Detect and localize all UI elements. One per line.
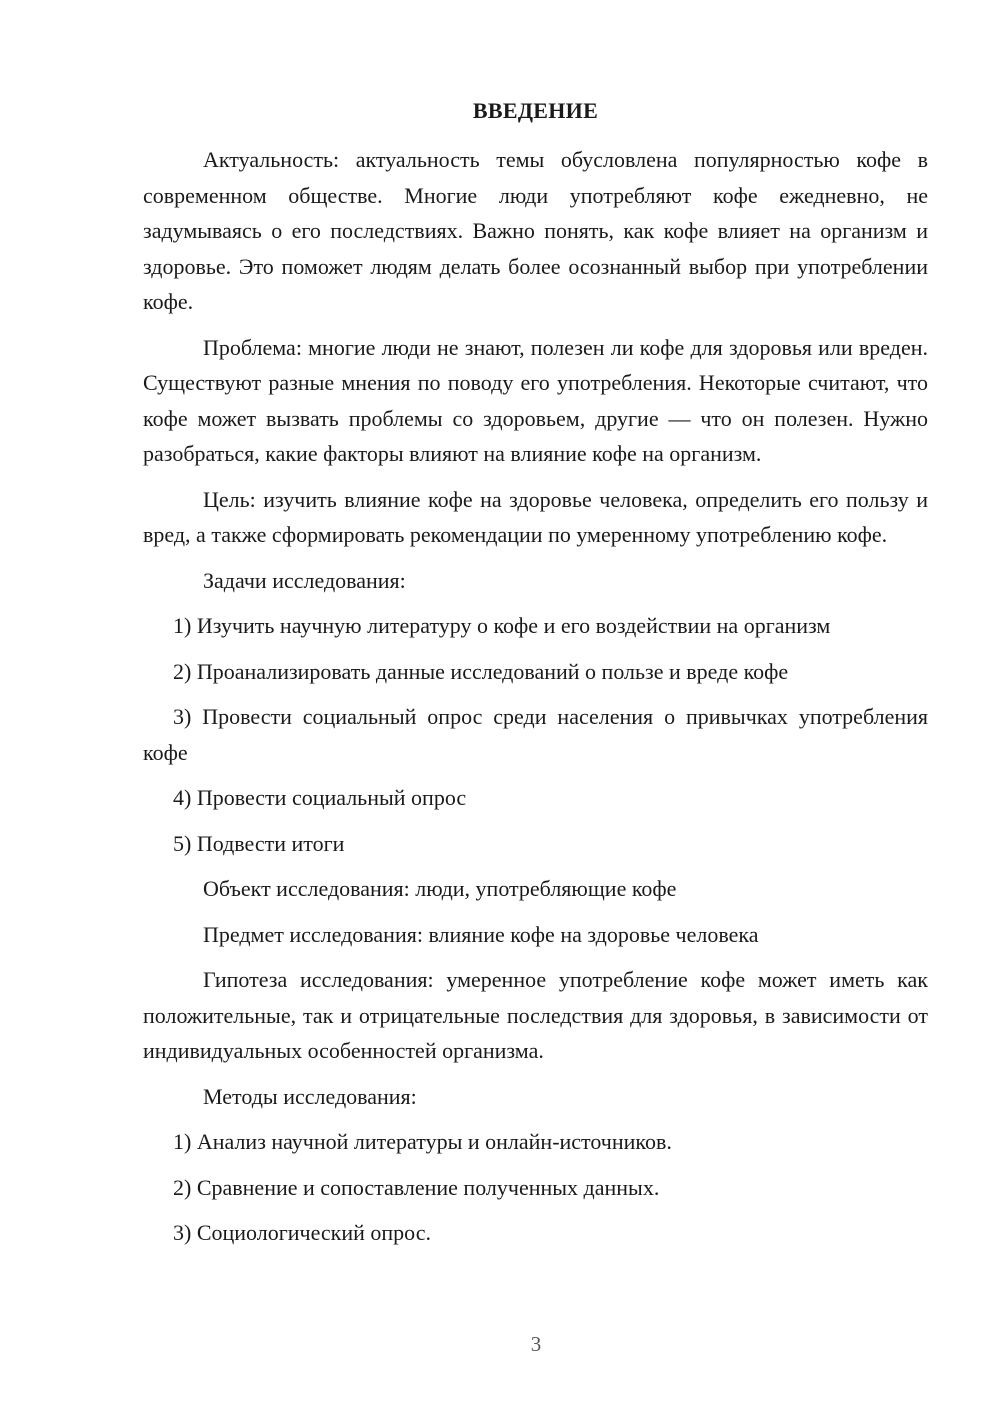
method-item-1: 1) Анализ научной литературы и онлайн-источников. (173, 1129, 672, 1154)
page-number: 3 (530, 1332, 542, 1356)
methods-heading: Методы исследования: (203, 1083, 417, 1109)
task-item-2: 2) Проанализировать данные исследований о пользе и вреде кофе (173, 658, 789, 684)
task-item-1: 1) Изучить научную литературу о кофе и его воздействии на организм (173, 613, 831, 638)
goal-paragraph: Цель: изучить влияние кофе на здоровье человека, определить его пользу и вред, а также сформировать рекомендации по умеренному употреблению кофе. (143, 486, 928, 547)
task-item-4: 4) Провести социальный опрос (173, 785, 467, 810)
tasks-heading: Задачи исследования: (203, 567, 406, 593)
hypothesis-paragraph: Гипотеза исследования: умеренное употребление кофе может иметь как положительные, так и отрицательные последствия для здоровья, в зависимости от индивидуальных особенностей организма. (143, 967, 928, 1063)
research-object: Объект исследования: люди, употребляющие кофе (203, 876, 677, 901)
relevance-paragraph: Актуальность: актуальность темы обусловлена популярностью кофе в современном обществе. Многие люди употребляют кофе ежедневно, не задумываясь о его последствиях. Важно понять, как кофе влияет на организм и здоровье. Это поможет людям делать более осознанный выбор при употреблении кофе. (143, 147, 928, 314)
method-item-3: 3) Социологический опрос. (173, 1220, 431, 1245)
method-item-2: 2) Сравнение и сопоставление полученных данных. (173, 1174, 660, 1200)
document-body (143, 142, 928, 1261)
research-subject: Предмет исследования: влияние кофе на здоровье человека (203, 921, 759, 947)
page-title: ВВЕДЕНИЕ (472, 98, 599, 123)
problem-paragraph: Проблема: многие люди не знают, полезен ли кофе для здоровья или вреден. Существуют разные мнения по поводу его употребления. Некоторые считают, что кофе может вызвать проблемы со здоровьем, другие — что он полезен. Нужно разобраться, какие факторы влияют на влияние кофе на организм. (143, 334, 928, 466)
task-item-5: 5) Подвести итоги (173, 830, 345, 856)
task-item-3: 3) Провести социальный опрос среди населения о привычках употребления кофе (143, 704, 928, 765)
